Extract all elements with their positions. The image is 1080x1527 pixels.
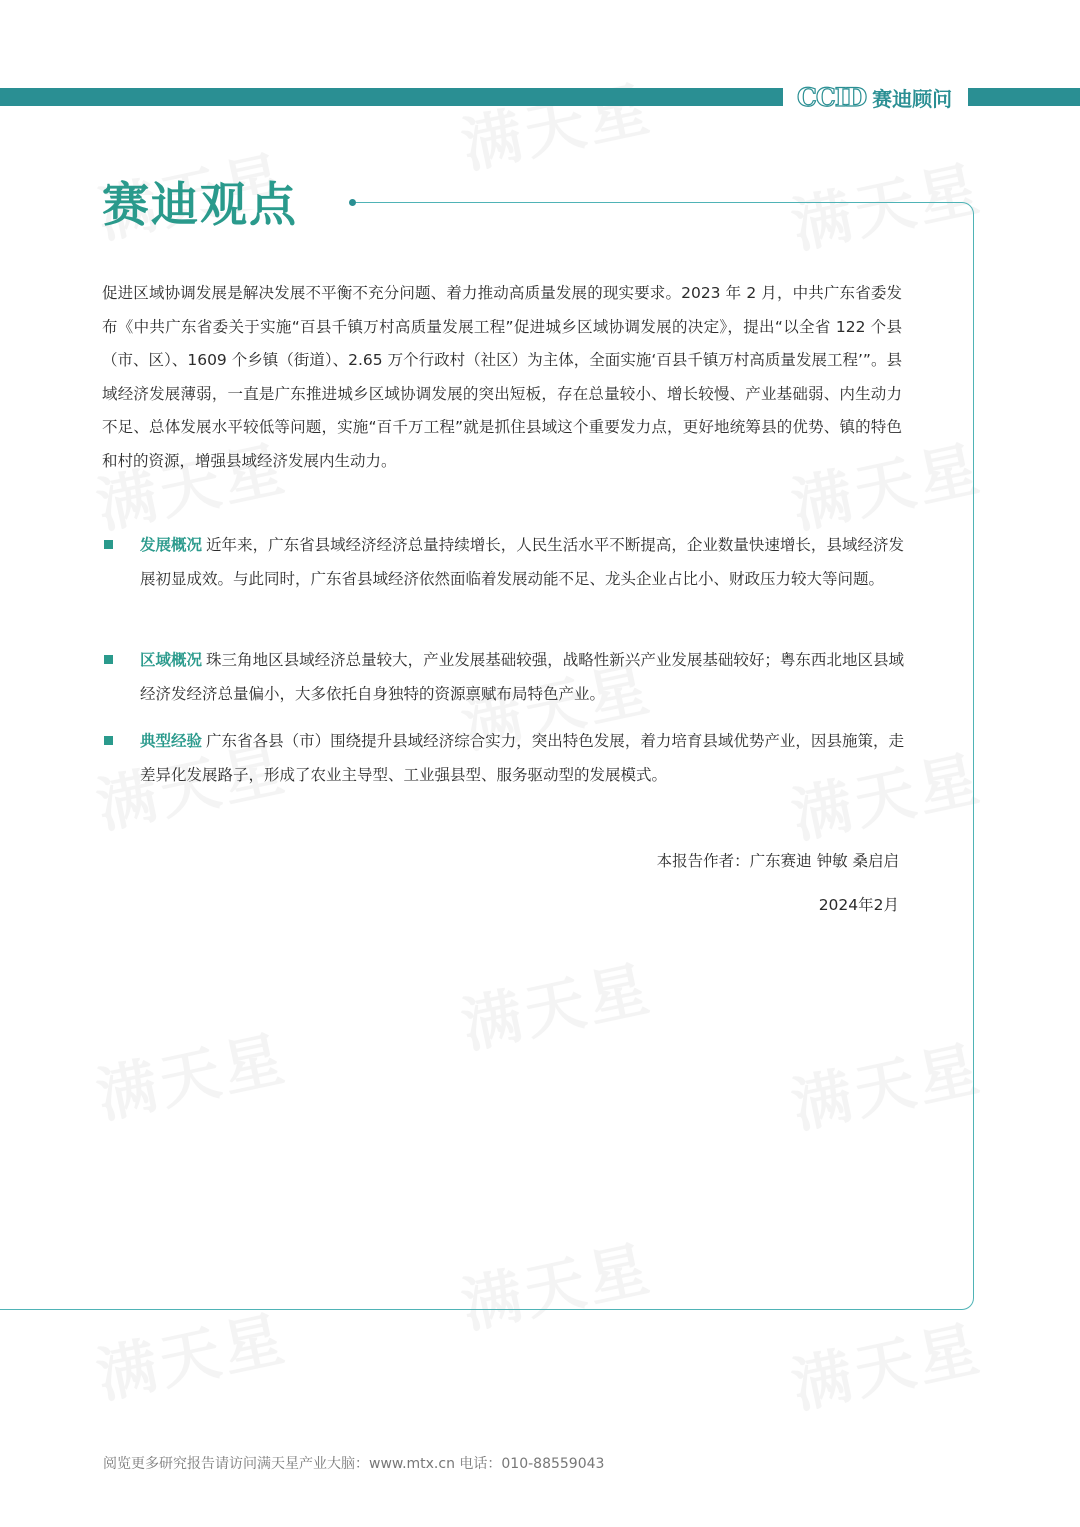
bullet-label: 发展概况 bbox=[140, 536, 203, 554]
header-bar-left bbox=[0, 88, 783, 106]
frame-dot bbox=[349, 199, 356, 206]
report-date: 2024年2月 bbox=[818, 896, 899, 914]
bullet-text: 珠三角地区县域经济总量较大，产业发展基础较强，战略性新兴产业发展基础较好；粤东西北地区县域经济发经济总量偏小，大多依托自身独特的资源禀赋布局特色产业。 bbox=[140, 651, 904, 703]
logo-cn: 赛迪顾问 bbox=[872, 86, 953, 111]
logo-en: CCID bbox=[797, 82, 867, 112]
page-footer: 阅览更多研究报告请访问满天星产业大脑：www.mtx.cn 电话：010-88559043 bbox=[103, 1456, 605, 1472]
bullet-development bbox=[104, 529, 904, 596]
bullet-experience bbox=[104, 725, 904, 792]
bullet-region bbox=[104, 644, 904, 711]
header-bar-right bbox=[968, 88, 1080, 106]
intro-paragraph: 促进区域协调发展是解决发展不平衡不充分问题、着力推动高质量发展的现实要求。2023 年 2 月，中共广东省委发布《中共广东省委关于实施“百县千镇万村高质量发展工程”促进城乡区域协调发展的决定》，提出“以全省 122 个县（市、区）、1609 个乡镇（街道）、2.65 万个行政村（社区）为主体，全面实施‘百县千镇万村高质量发展工程’”。县域经济发展薄弱，一直是广东推进城乡区域协调发展的突出短板，存在总量较小、增长较慢、产业基础弱、内生动力不足、总体发展水平较低等问题，实施“百千万工程”就是抓住县域这个重要发力点，更好地统筹县的优势、镇的特色和村的资源，增强县域经济发展内生动力。 bbox=[102, 284, 902, 470]
report-author: 本报告作者：广东赛迪 钟敏 桑启启 bbox=[656, 852, 899, 870]
bullet-label: 区域概况 bbox=[140, 651, 203, 669]
bullet-square-icon bbox=[104, 736, 113, 745]
ccid-logo bbox=[797, 82, 952, 112]
bullet-square-icon bbox=[104, 655, 113, 664]
page-title: 赛迪观点 bbox=[102, 178, 298, 233]
bullet-label: 典型经验 bbox=[140, 732, 203, 750]
watermark bbox=[783, 1301, 989, 1425]
watermark bbox=[453, 61, 659, 185]
bullet-text: 近年来，广东省县域经济经济总量持续增长，人民生活水平不断提高，企业数量快速增长，县域经济发展初显成效。与此同时，广东省县域经济依然面临着发展动能不足、龙头企业占比小、财政压力较大等问题。 bbox=[140, 536, 904, 588]
bullet-text: 广东省各县（市）围绕提升县域经济综合实力，突出特色发展，着力培育县域优势产业，因县施策，走差异化发展路子，形成了农业主导型、工业强县型、服务驱动型的发展模式。 bbox=[140, 732, 904, 784]
bullet-square-icon bbox=[104, 540, 113, 549]
